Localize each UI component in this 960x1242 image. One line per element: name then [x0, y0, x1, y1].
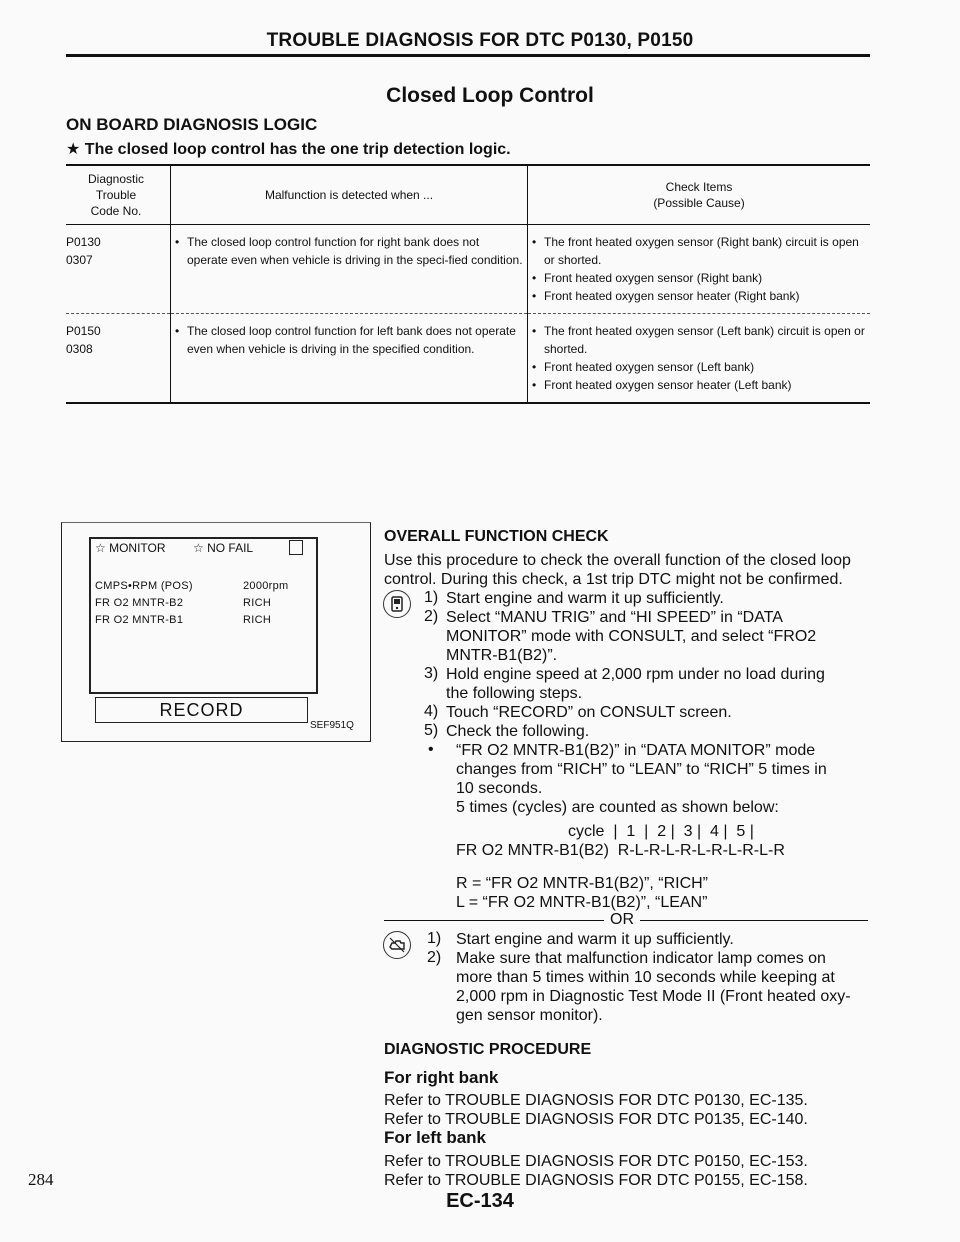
check-cell: [528, 225, 871, 314]
step-text: Select “MANU TRIG” and “HI SPEED” in “DATA: [446, 609, 783, 626]
header-malfunction: Malfunction is detected when ...: [171, 165, 528, 225]
step-text: the following steps.: [446, 685, 583, 702]
step-number: 3): [424, 665, 439, 682]
right-bank-title: For right bank: [384, 1068, 499, 1087]
figure-row-label: FR O2 MNTR-B1: [95, 614, 184, 626]
figure-row-value: RICH: [243, 597, 272, 609]
check-item: • Front heated oxygen sensor (Left bank): [532, 358, 866, 376]
step-number: 1): [427, 930, 442, 947]
or-divider-left: [384, 920, 604, 921]
consult-device-icon: [384, 591, 410, 617]
header-check-line: (Possible Cause): [653, 196, 745, 210]
table-row: [66, 225, 870, 314]
header-check: [528, 165, 871, 225]
cycle-values: FR O2 MNTR-B1(B2) R-L-R-L-R-L-R-L-R-L-R: [456, 842, 785, 859]
step-number: 4): [424, 703, 439, 720]
step-text: Start engine and warm it up sufficiently.: [446, 590, 724, 607]
check-item: • The front heated oxygen sensor (Right bank) circuit is open or shorted.: [532, 233, 866, 269]
check-item: • Front heated oxygen sensor heater (Left bank): [532, 376, 866, 394]
step-text: Check the following.: [446, 723, 590, 740]
mil-icon: [383, 931, 411, 959]
step-text: MNTR-B1(B2)”.: [446, 647, 558, 664]
figure-row-value: RICH: [243, 614, 272, 626]
code: P0130: [66, 235, 101, 249]
step-number: 2): [424, 608, 439, 625]
step-text: “FR O2 MNTR-B1(B2)” in “DATA MONITOR” mode: [456, 742, 816, 759]
lean-definition: L = “FR O2 MNTR-B1(B2)”, “LEAN”: [456, 894, 708, 911]
dtc-table: [66, 164, 870, 404]
header-code: [66, 165, 171, 225]
malfunction-text: • The closed loop control function for right bank does not operate even when vehicle is driving in the speci-fied condition.: [175, 233, 523, 269]
figure-id: SEF951Q: [310, 720, 354, 731]
step-number: 2): [427, 949, 442, 966]
or-divider-right: [640, 920, 868, 921]
header-check-line: Check Items: [665, 180, 733, 194]
step-text: Start engine and warm it up sufficiently.: [456, 931, 734, 948]
check-item: • Front heated oxygen sensor (Right bank): [532, 269, 866, 287]
reference-line: Refer to TROUBLE DIAGNOSIS FOR DTC P0150, EC-153.: [384, 1153, 808, 1170]
obd-note: ★ The closed loop control has the one trip detection logic.: [66, 141, 511, 158]
step-text: more than 5 times within 10 seconds while keeping at: [456, 969, 835, 986]
step-number: 5): [424, 722, 439, 739]
step-text: 2,000 rpm in Diagnostic Test Mode II (Front heated oxy-: [456, 988, 851, 1005]
code: P0150: [66, 324, 101, 338]
header-code-line: Trouble: [95, 188, 137, 202]
reference-line: Refer to TROUBLE DIAGNOSIS FOR DTC P0135, EC-140.: [384, 1111, 808, 1128]
check-heading: OVERALL FUNCTION CHECK: [384, 528, 609, 545]
step-text: MONITOR” mode with CONSULT, and select “FRO2: [446, 628, 817, 645]
left-bank-title: For left bank: [384, 1128, 487, 1147]
step-text: 10 seconds.: [456, 780, 543, 797]
header-code-line: Code No.: [90, 204, 142, 218]
malfunction-text: • The closed loop control function for left bank does not operate even when vehicle is driving in the specified condition.: [175, 322, 523, 358]
check-cell: [528, 314, 871, 404]
step-text: Touch “RECORD” on CONSULT screen.: [446, 704, 732, 721]
section-title: Closed Loop Control: [386, 84, 594, 107]
monitor-label: ☆ MONITOR: [95, 541, 166, 555]
figure-row-label: FR O2 MNTR-B2: [95, 597, 184, 609]
code: 0307: [66, 253, 93, 267]
table-row: [66, 314, 870, 404]
figure-row-value: 2000rpm: [243, 580, 289, 592]
header-code-line: Diagnostic: [87, 172, 145, 186]
procedure-heading: DIAGNOSTIC PROCEDURE: [384, 1041, 592, 1058]
check-item: • Front heated oxygen sensor heater (Right bank): [532, 287, 866, 305]
rich-definition: R = “FR O2 MNTR-B1(B2)”, “RICH”: [456, 875, 708, 892]
consult-icon: [383, 590, 411, 618]
header-rule: [66, 54, 870, 57]
step-text: 5 times (cycles) are counted as shown below:: [456, 799, 779, 816]
figure-row-label: CMPS•RPM (POS): [95, 580, 193, 592]
code-cell: [66, 314, 171, 404]
reference-line: Refer to TROUBLE DIAGNOSIS FOR DTC P0155, EC-158.: [384, 1172, 808, 1189]
engine-lamp-icon: [384, 932, 410, 958]
step-text: changes from “RICH” to “LEAN” to “RICH” 5 times in: [456, 761, 827, 778]
step-text: Hold engine speed at 2,000 rpm under no load during: [446, 666, 825, 683]
malfunction-cell: [171, 314, 528, 404]
bullet: •: [428, 741, 434, 758]
or-label: OR: [610, 911, 634, 928]
record-button: RECORD: [95, 697, 308, 723]
obd-heading: ON BOARD DIAGNOSIS LOGIC: [66, 115, 318, 134]
malfunction-cell: [171, 225, 528, 314]
check-intro-line: Use this procedure to check the overall function of the closed loop: [384, 552, 851, 569]
code-cell: [66, 225, 171, 314]
check-item: • The front heated oxygen sensor (Left bank) circuit is open or shorted.: [532, 322, 866, 358]
nofail-label: ☆ NO FAIL: [193, 541, 254, 555]
check-intro-line: control. During this check, a 1st trip DTC might not be confirmed.: [384, 571, 843, 588]
reference-line: Refer to TROUBLE DIAGNOSIS FOR DTC P0130, EC-135.: [384, 1092, 808, 1109]
step-text: Make sure that malfunction indicator lamp comes on: [456, 950, 826, 967]
step-number: 1): [424, 589, 439, 606]
step-text: gen sensor monitor).: [456, 1007, 603, 1024]
code: 0308: [66, 342, 93, 356]
cycle-line: cycle | 1 | 2 | 3 | 4 | 5 |: [568, 823, 754, 840]
page-title: TROUBLE DIAGNOSIS FOR DTC P0130, P0150: [266, 30, 694, 51]
checkbox-icon: [289, 540, 303, 555]
page-number: 284: [28, 1170, 54, 1189]
section-code: EC-134: [446, 1190, 514, 1212]
